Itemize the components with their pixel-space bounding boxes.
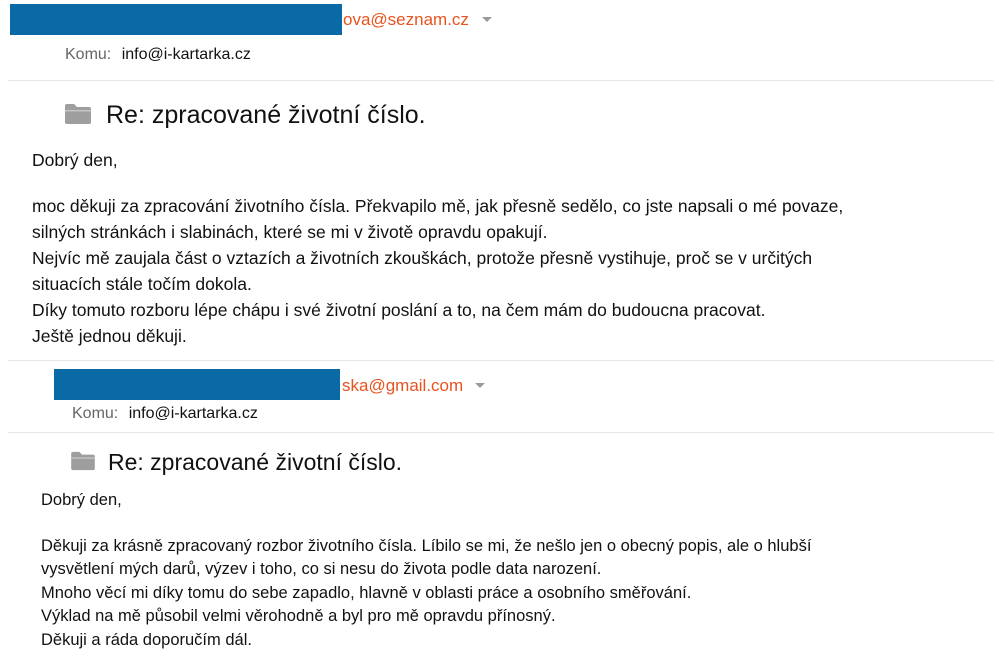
message-divider [8, 360, 993, 361]
body-line: moc děkuji za zpracování životního čísla. Překvapilo mě, jak přesně sedělo, co jste napsali o mé povaze, [32, 196, 844, 216]
recipient-row [72, 405, 258, 423]
body-line: Ještě jednou děkuji. [32, 326, 187, 346]
header-divider [8, 80, 993, 81]
body-line: Díky tomuto rozboru lépe chápu i své životní poslání a to, na čem mám do budoucna pracovat. [32, 300, 766, 320]
recipient-email[interactable]: info@i-kartarka.cz [128, 405, 258, 422]
greeting: Dobrý den, [32, 150, 118, 170]
header-divider [8, 432, 993, 433]
body-line: situacích stále točím dokola. [32, 274, 252, 294]
body-line: vysvětlení mých darů, výzev i toho, co si nesu do života podle data narození. [41, 560, 602, 578]
email-body [32, 147, 843, 349]
body-line: Výklad na mě působil velmi věrohodně a byl pro mě opravdu přínosný. [41, 607, 556, 625]
recipient-email[interactable]: info@i-kartarka.cz [121, 46, 251, 63]
recipient-label: Komu: [72, 405, 119, 422]
redacted-sender-name [10, 4, 342, 35]
recipient-label: Komu: [65, 46, 112, 63]
chevron-down-icon[interactable] [482, 17, 492, 22]
body-line: silných stránkách i slabinách, které se mi v životě opravdu opakují. [32, 222, 548, 242]
email-subject: Re: zpracované životní číslo. [108, 449, 403, 475]
body-line: Děkuji za krásně zpracovaný rozbor životního čísla. Líbilo se mi, že nešlo jen o obecný popis, ale o hlubší [41, 536, 812, 555]
folder-icon[interactable] [70, 451, 96, 471]
sender-email[interactable]: ska@gmail.com [342, 376, 464, 395]
chevron-down-icon[interactable] [475, 383, 485, 388]
folder-icon[interactable] [64, 103, 92, 125]
recipient-row [65, 46, 251, 64]
redacted-sender-name [54, 369, 340, 400]
email-body [41, 489, 811, 652]
body-line: Mnoho věcí mi díky tomu do sebe zapadlo, hlavně v oblasti práce a osobního směřování. [41, 583, 692, 602]
body-line: Děkuji a ráda doporučím dál. [41, 630, 252, 649]
email-subject: Re: zpracované životní číslo. [106, 101, 426, 129]
sender-email[interactable]: ova@seznam.cz [343, 10, 469, 29]
greeting: Dobrý den, [41, 491, 122, 509]
body-line: Nejvíc mě zaujala část o vztazích a životních zkouškách, protože přesně vystihuje, proč se v určitých [32, 248, 813, 268]
